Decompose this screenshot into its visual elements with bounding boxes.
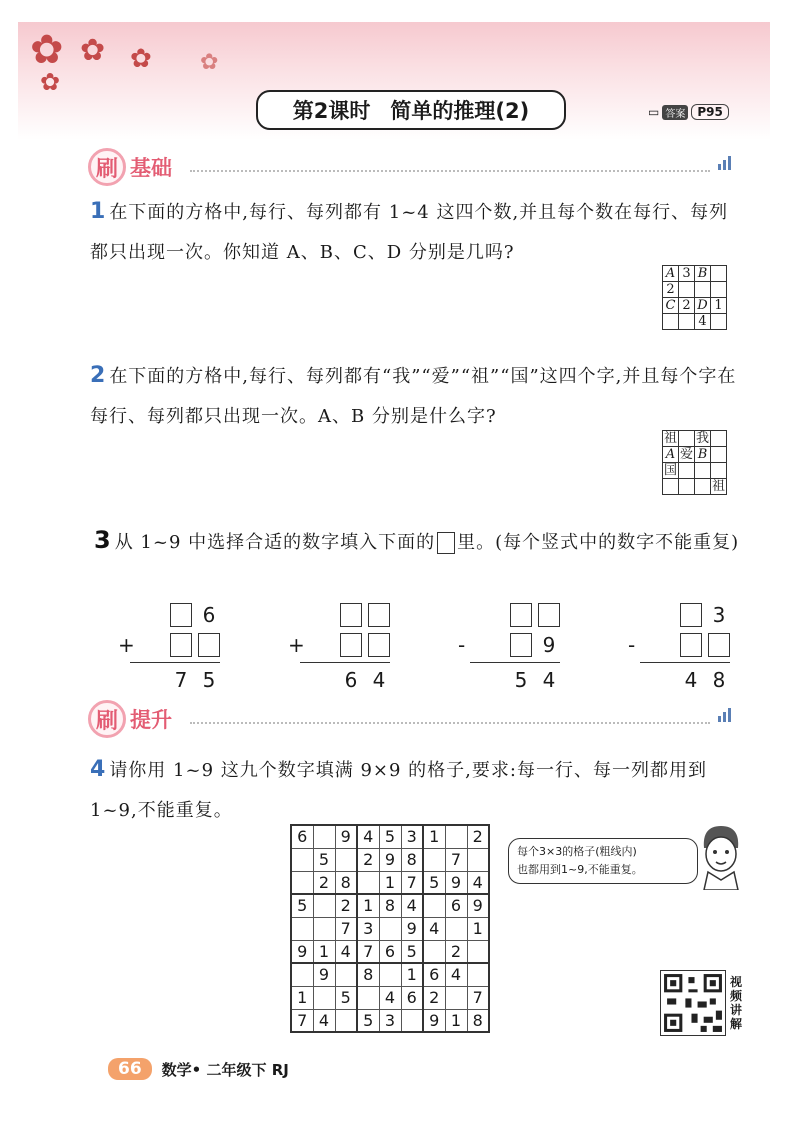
sudoku-cell[interactable] — [313, 894, 335, 917]
question-number: 4 — [90, 757, 106, 782]
grid-cell: 2 — [679, 298, 695, 314]
sudoku-cell: 9 — [379, 848, 401, 871]
maple-leaf-icon: ✿ — [200, 50, 219, 75]
sudoku-cell: 1 — [401, 963, 423, 986]
sudoku-cell: 5 — [291, 894, 313, 917]
digit: 6 — [202, 603, 216, 627]
answer-box[interactable] — [170, 603, 192, 627]
hint-bubble — [508, 838, 698, 884]
sudoku-cell: 5 — [379, 825, 401, 848]
vertical-calc-3 — [458, 600, 568, 695]
sudoku-cell: 5 — [335, 986, 357, 1009]
operator: - — [458, 633, 466, 657]
grid-cell: 3 — [679, 266, 695, 282]
sudoku-cell: 9 — [401, 917, 423, 940]
sudoku-cell: 4 — [313, 1009, 335, 1032]
answer-tag: 答案 — [662, 105, 688, 120]
sudoku-cell: 8 — [357, 963, 379, 986]
sudoku-cell: 1 — [357, 894, 379, 917]
sudoku-cell[interactable] — [467, 848, 489, 871]
digit: 3 — [712, 603, 726, 627]
sudoku-cell: 4 — [401, 894, 423, 917]
grid-cell — [711, 463, 727, 479]
section-title: 提升 — [130, 708, 172, 732]
digit: 4 — [684, 668, 698, 692]
sudoku-cell[interactable] — [379, 963, 401, 986]
grid-cell: 1 — [711, 298, 727, 314]
level-bars-icon — [718, 156, 732, 170]
sudoku-cell: 2 — [357, 848, 379, 871]
maple-leaf-icon: ✿ — [30, 27, 64, 73]
sudoku-cell[interactable] — [379, 917, 401, 940]
digit: 4 — [372, 668, 386, 692]
sudoku-cell[interactable] — [291, 917, 313, 940]
sudoku-cell[interactable] — [357, 871, 379, 894]
sudoku-cell: 1 — [313, 940, 335, 963]
grid-cell — [711, 266, 727, 282]
sudoku-cell[interactable] — [445, 917, 467, 940]
sudoku-cell: 1 — [467, 917, 489, 940]
maple-leaf-icon: ✿ — [130, 44, 152, 74]
grid-cell — [679, 431, 695, 447]
sudoku-cell: 4 — [357, 825, 379, 848]
sudoku-cell: 4 — [335, 940, 357, 963]
answer-reference — [648, 104, 729, 120]
answer-box[interactable] — [510, 633, 532, 657]
grid-cell: 2 — [663, 282, 679, 298]
sudoku-cell: 7 — [291, 1009, 313, 1032]
answer-box[interactable] — [538, 603, 560, 627]
sudoku-cell[interactable] — [291, 963, 313, 986]
level-bars-icon — [718, 708, 732, 722]
hint-line-2: 也都用到1~9,不能重复。 — [517, 863, 643, 876]
answer-box[interactable] — [680, 633, 702, 657]
answer-box[interactable] — [368, 633, 390, 657]
grid-cell: C — [663, 298, 679, 314]
grid-cell: 4 — [695, 314, 711, 330]
answer-box[interactable] — [340, 603, 362, 627]
section-badge: 刷 — [88, 700, 126, 738]
section-basic — [88, 148, 172, 186]
character-grid — [662, 430, 727, 495]
sudoku-cell: 4 — [379, 986, 401, 1009]
video-label[interactable]: 视频讲解 — [730, 975, 743, 1031]
divider — [190, 722, 710, 724]
answer-box[interactable] — [708, 633, 730, 657]
answer-box[interactable] — [680, 603, 702, 627]
lesson-title — [256, 90, 566, 130]
sudoku-cell: 8 — [467, 1009, 489, 1032]
sudoku-cell: 3 — [357, 917, 379, 940]
sudoku-cell: 9 — [445, 871, 467, 894]
sudoku-cell: 6 — [423, 963, 445, 986]
sudoku-cell: 2 — [445, 940, 467, 963]
hint-line-1: 每个3×3的格子(粗线内) — [517, 845, 637, 858]
sudoku-cell: 7 — [335, 917, 357, 940]
sudoku-cell: 2 — [313, 871, 335, 894]
sudoku-cell: 6 — [291, 825, 313, 848]
grid-cell — [679, 463, 695, 479]
sudoku-cell[interactable] — [445, 825, 467, 848]
page-footer — [108, 1058, 289, 1080]
book-icon: ▭ — [648, 105, 660, 119]
sudoku-cell[interactable] — [423, 894, 445, 917]
boy-avatar-icon — [696, 820, 746, 890]
vertical-calc-1 — [118, 600, 228, 695]
sudoku-cell: 7 — [445, 848, 467, 871]
difference-line — [640, 662, 730, 663]
grid-cell — [695, 282, 711, 298]
sudoku-cell: 4 — [467, 871, 489, 894]
question-4 — [90, 750, 740, 831]
maple-leaf-icon: ✿ — [40, 68, 61, 96]
sudoku-cell: 1 — [379, 871, 401, 894]
sudoku-cell[interactable] — [313, 825, 335, 848]
grid-cell — [679, 314, 695, 330]
grid-cell — [711, 447, 727, 463]
sudoku-cell: 8 — [335, 871, 357, 894]
sudoku-cell[interactable] — [445, 986, 467, 1009]
digit: 8 — [712, 668, 726, 692]
sudoku-cell: 1 — [291, 986, 313, 1009]
sudoku-cell: 4 — [423, 917, 445, 940]
digit: 7 — [174, 668, 188, 692]
lesson-number: 第2课时 — [292, 99, 371, 123]
maple-leaf-icon: ✿ — [80, 33, 106, 68]
sudoku-cell: 7 — [401, 871, 423, 894]
answer-box[interactable] — [170, 633, 192, 657]
grid-cell: B — [695, 266, 711, 282]
qr-code-icon[interactable] — [660, 970, 726, 1036]
answer-box[interactable] — [510, 603, 532, 627]
answer-box[interactable] — [368, 603, 390, 627]
grid-cell: A — [663, 447, 679, 463]
sudoku-grid — [290, 824, 490, 1033]
operator: - — [628, 633, 636, 657]
sudoku-cell: 9 — [423, 1009, 445, 1032]
sudoku-cell[interactable] — [357, 986, 379, 1009]
sudoku-cell: 5 — [357, 1009, 379, 1032]
digit: 5 — [202, 668, 216, 692]
grid-cell — [679, 282, 695, 298]
grid-cell: 爱 — [679, 447, 693, 462]
question-number: 3 — [94, 526, 111, 554]
section-advanced — [88, 700, 172, 738]
sudoku-cell[interactable] — [335, 1009, 357, 1032]
sudoku-cell[interactable] — [423, 940, 445, 963]
number-grid — [662, 265, 727, 330]
sum-line — [300, 662, 390, 663]
sudoku-cell[interactable] — [313, 917, 335, 940]
sudoku-cell: 3 — [401, 825, 423, 848]
question-2 — [90, 356, 740, 437]
question-1 — [90, 192, 740, 273]
question-text: 请你用 1~9 这九个数字填满 9×9 的格子,要求:每一行、每一列都用到 1~9,不能重复。 — [90, 760, 707, 821]
sudoku-cell: 8 — [401, 848, 423, 871]
sudoku-cell: 9 — [335, 825, 357, 848]
vertical-calc-4 — [628, 600, 738, 695]
sudoku-cell: 5 — [401, 940, 423, 963]
difference-line — [470, 662, 560, 663]
sudoku-cell[interactable] — [423, 848, 445, 871]
grid-cell — [695, 479, 711, 495]
sudoku-cell[interactable] — [335, 848, 357, 871]
sudoku-cell: 8 — [379, 894, 401, 917]
question-text: 在下面的方格中,每行、每列都有“我”“爱”“祖”“国”这四个字,并且每个字在每行、每列都只出现一次。A、B 分别是什么字? — [90, 366, 737, 427]
sudoku-cell: 9 — [313, 963, 335, 986]
sudoku-cell[interactable] — [291, 848, 313, 871]
grid-cell: D — [695, 298, 711, 314]
question-number: 1 — [90, 199, 106, 224]
sudoku-cell: 3 — [379, 1009, 401, 1032]
grid-cell: 祖 — [663, 431, 677, 446]
sudoku-cell[interactable] — [313, 986, 335, 1009]
question-number: 2 — [90, 363, 106, 388]
sudoku-cell: 4 — [445, 963, 467, 986]
grid-cell: A — [663, 266, 679, 282]
question-text-b: 里。(每个竖式中的数字不能重复) — [457, 532, 740, 553]
sudoku-cell: 5 — [313, 848, 335, 871]
sudoku-cell: 6 — [401, 986, 423, 1009]
section-badge: 刷 — [88, 148, 126, 186]
sudoku-cell: 9 — [467, 894, 489, 917]
grid-cell — [711, 314, 727, 330]
grid-cell — [711, 282, 727, 298]
operator: + — [288, 633, 305, 657]
sudoku-cell: 1 — [423, 825, 445, 848]
blank-box-icon — [437, 532, 455, 554]
sudoku-cell: 2 — [467, 825, 489, 848]
grid-cell: 国 — [663, 463, 677, 478]
grid-cell — [711, 431, 727, 447]
sudoku-cell[interactable] — [335, 963, 357, 986]
grid-cell: 我 — [695, 431, 709, 446]
answer-box[interactable] — [198, 633, 220, 657]
sum-line — [130, 662, 220, 663]
answer-box[interactable] — [340, 633, 362, 657]
sudoku-cell[interactable] — [467, 940, 489, 963]
divider — [190, 170, 710, 172]
grid-cell: B — [695, 447, 711, 463]
answer-page: P95 — [691, 104, 729, 120]
sudoku-cell: 7 — [467, 986, 489, 1009]
grid-cell — [663, 479, 679, 495]
vertical-calc-2 — [288, 600, 398, 695]
grid-cell: 祖 — [711, 479, 725, 494]
question-text: 在下面的方格中,每行、每列都有 1~4 这四个数,并且每个数在每行、每列都只出现一次。你知道 A、B、C、D 分别是几吗? — [90, 202, 729, 263]
sudoku-cell: 2 — [423, 986, 445, 1009]
grid-cell — [695, 463, 711, 479]
lesson-name: 简单的推理(2) — [390, 99, 530, 123]
page-number: 66 — [108, 1058, 152, 1080]
subject-label: 数学• 二年级下 RJ — [161, 1060, 289, 1079]
sudoku-cell[interactable] — [467, 963, 489, 986]
question-text-a: 从 1~9 中选择合适的数字填入下面的 — [114, 532, 436, 553]
sudoku-cell: 5 — [423, 871, 445, 894]
section-title: 基础 — [130, 156, 172, 180]
grid-cell — [679, 479, 695, 495]
sudoku-cell: 6 — [445, 894, 467, 917]
sudoku-cell: 9 — [291, 940, 313, 963]
sudoku-cell: 1 — [445, 1009, 467, 1032]
grid-cell — [663, 314, 679, 330]
digit: 4 — [542, 668, 556, 692]
operator: + — [118, 633, 135, 657]
digit: 6 — [344, 668, 358, 692]
sudoku-cell[interactable] — [291, 871, 313, 894]
digit: 5 — [514, 668, 528, 692]
question-3 — [94, 520, 744, 563]
sudoku-cell: 6 — [379, 940, 401, 963]
sudoku-cell: 2 — [335, 894, 357, 917]
sudoku-cell: 7 — [357, 940, 379, 963]
sudoku-cell[interactable] — [401, 1009, 423, 1032]
digit: 9 — [542, 633, 556, 657]
